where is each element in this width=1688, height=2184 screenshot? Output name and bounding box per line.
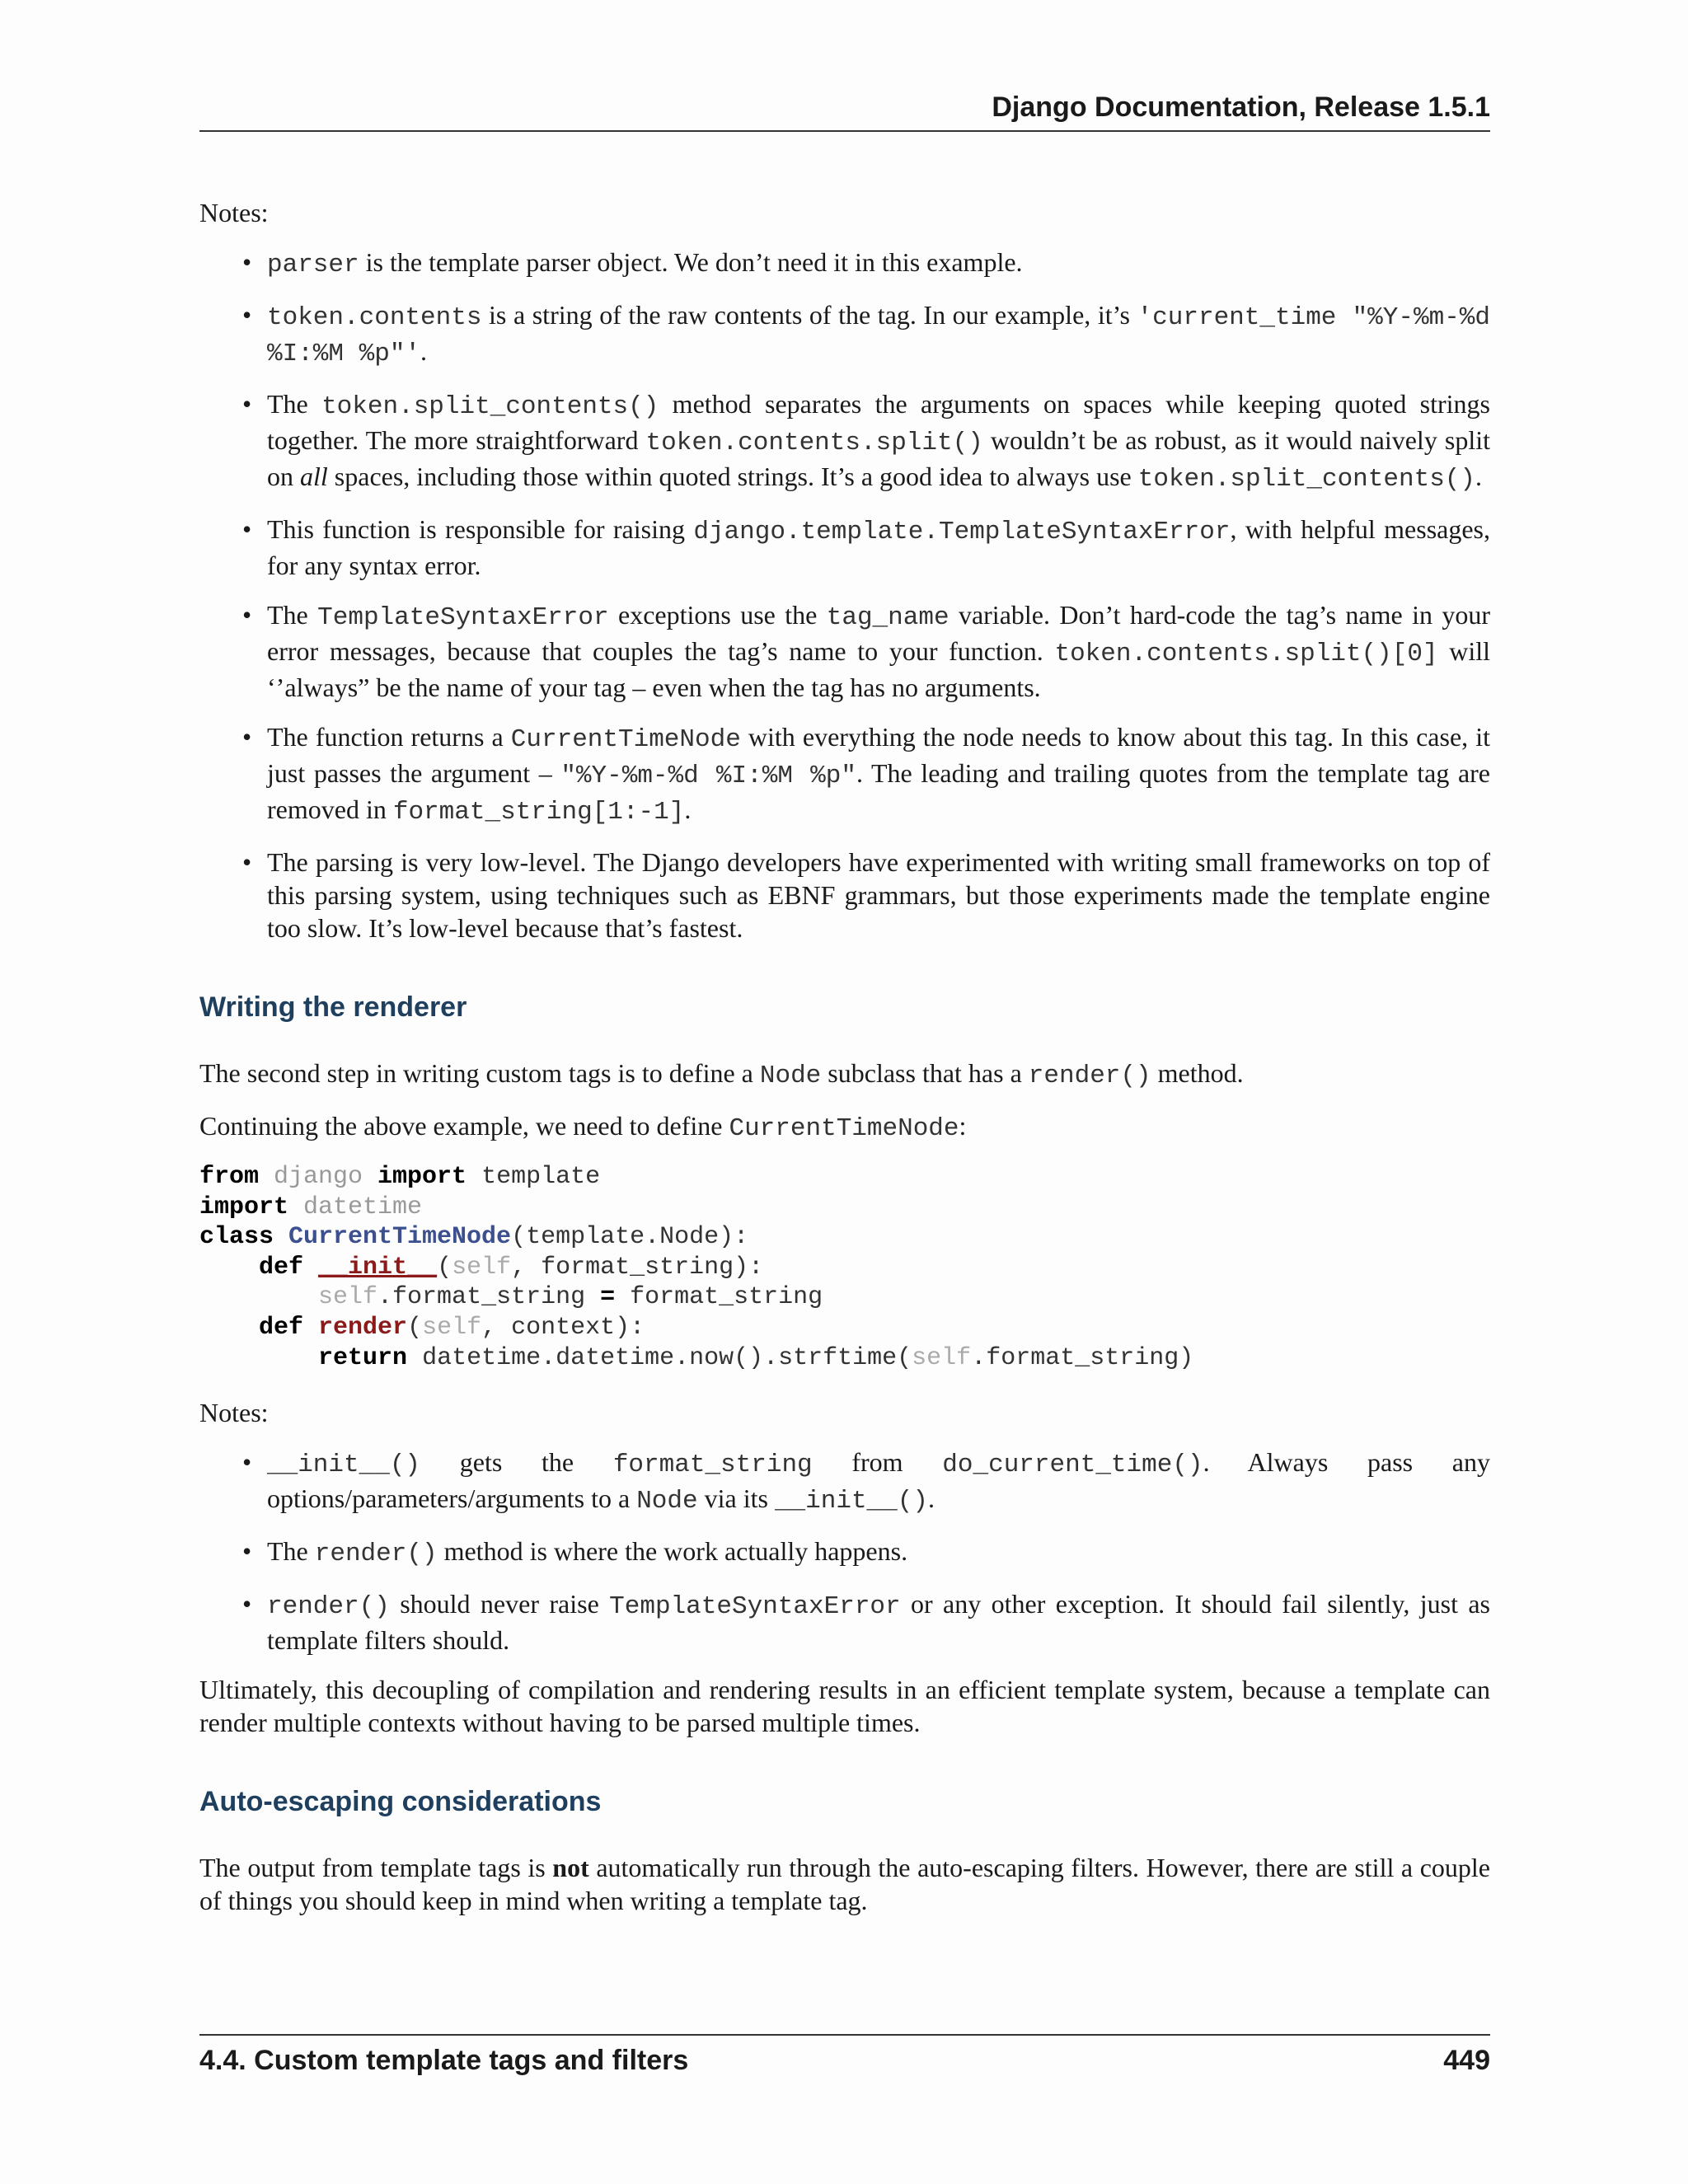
running-header: Django Documentation, Release 1.5.1	[199, 91, 1490, 132]
code-line: import datetime	[199, 1193, 423, 1221]
list-item: • parser is the template parser object. We don’t need it in this example.	[267, 246, 1490, 282]
list-item: • The TemplateSyntaxError exceptions use the tag_name variable. Don’t hard-code the tag’s name in your error messages, because that couples the tag’s name to your function. token.contents.split()[0] will ‘’always” be the name of your tag – even when the tag has no arguments.	[267, 598, 1490, 704]
paragraph: Continuing the above example, we need to define CurrentTimeNode:	[199, 1111, 967, 1143]
list-item: • The render() method is where the work actually happens.	[267, 1535, 1490, 1571]
list-item: • The function returns a CurrentTimeNode with everything the node needs to know about this tag. In this case, it just passes the argument – "%Y-%m-%d %I:%M %p". The leading and trailing quotes from the template tag are removed in format_string[1:-1].	[267, 720, 1490, 829]
document-page	[199, 0, 1490, 2184]
paragraph: Ultimately, this decoupling of compilation and rendering results in an efficient template system, because a template can render multiple contexts without having to be parsed multiple times.	[199, 1675, 1490, 1738]
paragraph: The second step in writing custom tags is to define a Node subclass that has a render() method.	[199, 1058, 1244, 1090]
list-item: • render() should never raise TemplateSyntaxError or any other exception. It should fail silently, just as template filters should.	[267, 1587, 1490, 1657]
list-item: • __init__() gets the format_string from do_current_time(). Always pass any options/parameters/arguments to a Node via its __init__().	[267, 1446, 1490, 1518]
section-heading-autoescape: Auto-escaping considerations	[199, 1786, 602, 1818]
paragraph: The output from template tags is not automatically run through the auto-escaping filters. However, there are still a couple of things you should keep in mind when writing a template tag.	[199, 1853, 1491, 1916]
list-item: • token.contents is a string of the raw contents of the tag. In our example, it’s 'current_time "%Y-%m-%d %I:%M %p"'.	[267, 298, 1490, 371]
section-heading-renderer: Writing the renderer	[199, 991, 467, 1023]
code-line: return datetime.datetime.now().strftime(self.format_string)	[318, 1343, 1194, 1372]
main-content	[199, 196, 1490, 1933]
code-line: def __init__(self, format_string):	[259, 1253, 764, 1282]
code-line: self.format_string = format_string	[318, 1283, 823, 1312]
code-line: class CurrentTimeNode(template.Node):	[199, 1223, 749, 1252]
page-number: 449	[1443, 2045, 1490, 2076]
running-footer	[199, 2034, 1490, 2076]
footer-section-title: 4.4. Custom template tags and filters	[199, 2045, 689, 2076]
list-item: • The token.split_contents() method separates the arguments on spaces while keeping quoted strings together. The more straightforward token.contents.split() wouldn’t be as robust, as it would naively split on all spaces, including those within quoted strings. It’s a good idea to always use token.split_contents().	[267, 387, 1490, 496]
notes-label: Notes:	[199, 1398, 269, 1428]
code-line: from django import template	[199, 1163, 601, 1191]
code-block	[199, 1162, 1490, 1373]
notes-list	[199, 246, 1490, 944]
code-line: def render(self, context):	[259, 1313, 645, 1342]
notes-label: Notes:	[199, 198, 269, 227]
list-item: • This function is responsible for raising django.template.TemplateSyntaxError, with helpful messages, for any syntax error.	[267, 513, 1490, 582]
notes-list	[199, 1446, 1490, 1657]
list-item: • The parsing is very low-level. The Django developers have experimented with writing small frameworks on top of this parsing system, using techniques such as EBNF grammars, but those experiments made the template engine too slow. It’s low-level because that’s fastest.	[267, 846, 1490, 944]
